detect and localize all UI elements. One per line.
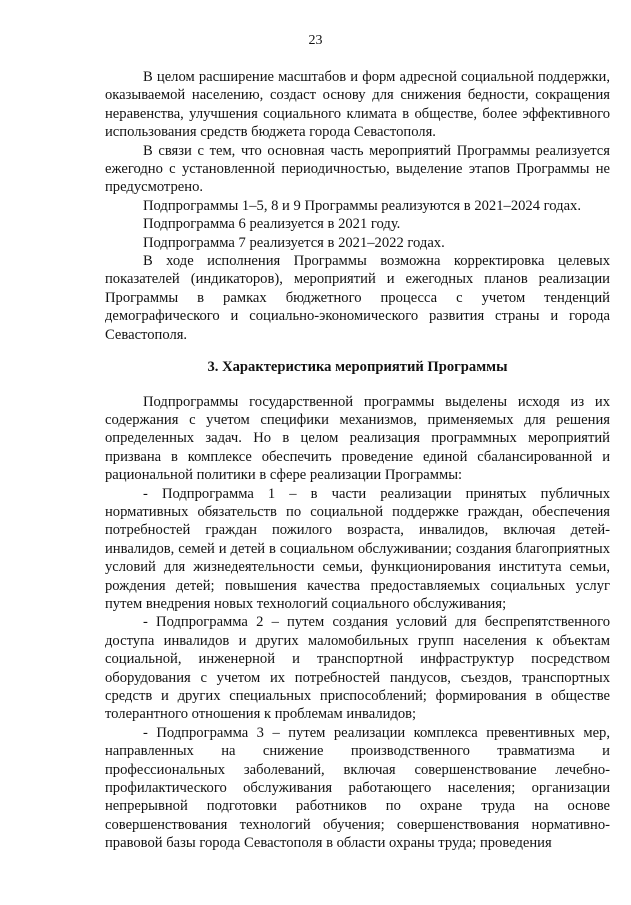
document-body <box>105 68 610 853</box>
paragraph-social-support: В целом расширение масштабов и форм адресной социальной поддержки, оказываемой населению, создаст основу для снижения бедности, сокращения неравенства, улучшения социального климата в обществе, более эффективного использования средств бюджета города Севастополя. <box>105 69 610 141</box>
paragraph-subprogram-7: Подпрограмма 7 реализуется в 2021–2022 годах. <box>143 234 445 251</box>
paragraph-subprograms-1-5-8-9: Подпрограммы 1–5, 8 и 9 Программы реализуются в 2021–2024 годах. <box>143 197 581 214</box>
page-number: 23 <box>308 33 323 48</box>
paragraph-subprogram-1: - Подпрограмма 1 – в части реализации принятых публичных нормативных обязательств по социальной поддержке граждан, обеспечения потребностей граждан пожилого возраста, инвалидов, включая детей-инвалидов, семей и детей в социальном обслуживании; создания благоприятных условий для жизнедеятельности семьи, функционирования института семьи, рождения детей; повышения качества предоставляемых социальных услуг путем внедрения новых технологий социального обслуживания; <box>105 485 610 612</box>
paragraph-subprogram-3: - Подпрограмма 3 – путем реализации комплекса превентивных мер, направленных на снижение производственного травматизма и профессиональных заболеваний, включая совершенствование лечебно-профилактического обслуживания работающего населения; организации непрерывной подготовки работников по охране труда на основе совершенствования технологий обучения; совершенствования нормативно-правовой базы города Севастополя в области охраны труда; проведения <box>105 724 610 852</box>
paragraph-subprogram-6: Подпрограмма 6 реализуется в 2021 году. <box>143 216 401 233</box>
paragraph-stages: В связи с тем, что основная часть мероприятий Программы реализуется ежегодно с установленной периодичностью, выделение этапов Программы не предусмотрено. <box>105 142 610 196</box>
paragraph-subprogram-2: - Подпрограмма 2 – путем создания условий для беспрепятственного доступа инвалидов и других маломобильных групп населения к объектам социальной, инженерной и транспортной инфраструктур посредством оборудования с учетом их потребностей пандусов, съездов, транспортных средств и других специальных приспособлений; формирования в обществе толерантного отношения к проблемам инвалидов; <box>105 614 610 723</box>
paragraph-intro-measures: Подпрограммы государственной программы выделены исходя из их содержания с учетом специфики механизмов, применяемых для решения определенных задач. Но в целом реализация программных мероприятий призвана в комплексе обеспечить проведение единой сбалансированной и рациональной политики в сфере реализации Программы: <box>105 393 610 484</box>
section-heading: 3. Характеристика мероприятий Программы <box>207 359 508 376</box>
paragraph-adjustment: В ходе исполнения Программы возможна корректировка целевых показателей (индикаторов), мероприятий и ежегодных планов реализации Программы в рамках бюджетного процесса с учетом тенденций демографического и социально-экономического развития страны и города Севастополя. <box>105 253 610 343</box>
